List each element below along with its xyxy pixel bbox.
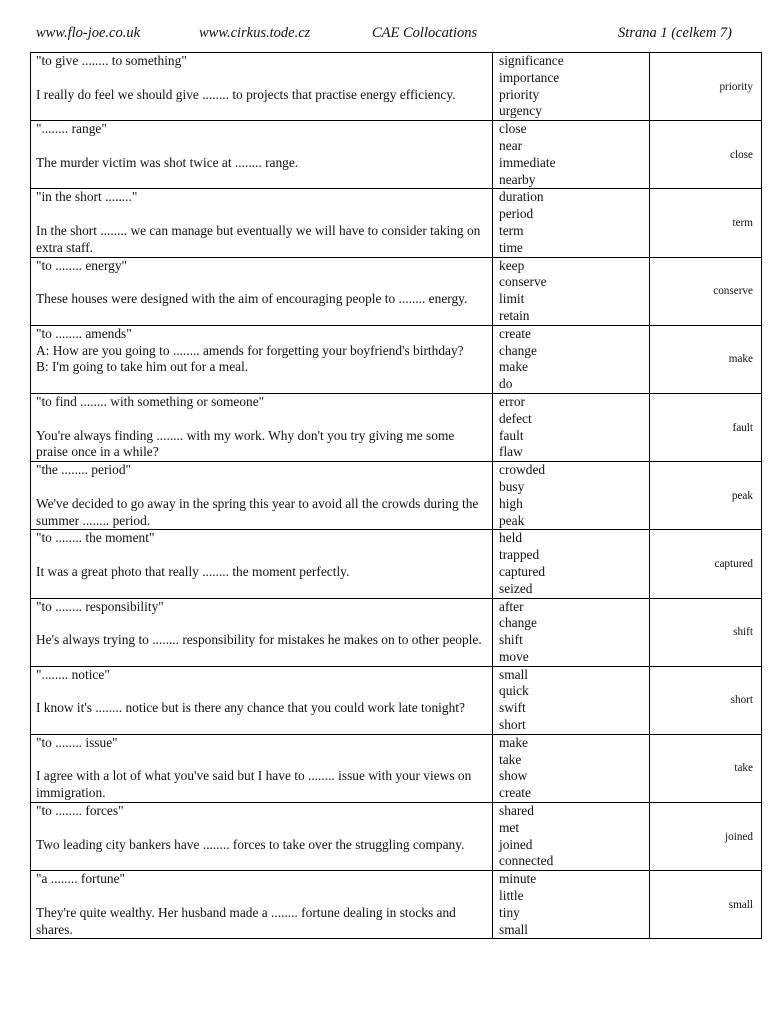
options-cell [493, 189, 650, 257]
option-item: fault [499, 427, 524, 443]
collocation-phrase: "a ........ fortune" [36, 871, 126, 887]
option-item: shared [499, 803, 534, 819]
example-sentence [36, 291, 488, 308]
option-item: quick [499, 683, 529, 699]
table-row [31, 598, 762, 666]
table-row [31, 257, 762, 325]
option-item: close [499, 121, 527, 137]
options-cell [493, 666, 650, 734]
blank-line [36, 138, 488, 155]
answer-cell: peak [650, 462, 762, 530]
example-sentence [36, 496, 488, 530]
option-item: swift [499, 700, 526, 716]
question-cell [31, 393, 493, 461]
example-sentence [36, 155, 488, 172]
option-item: importance [499, 69, 560, 85]
options-cell [493, 734, 650, 802]
collocation-phrase: "to ........ issue" [36, 734, 118, 750]
option-item: significance [499, 53, 564, 68]
blank-line [36, 615, 488, 632]
option-item: shift [499, 632, 523, 648]
option-item: create [499, 785, 531, 801]
answer-cell: captured [650, 530, 762, 598]
option-item: short [499, 717, 526, 733]
example-sentence-line: Two leading city bankers have ........ forces to take over the struggling company. [36, 836, 465, 852]
options-cell [493, 257, 650, 325]
option-item: high [499, 495, 523, 511]
example-sentence [36, 343, 488, 377]
table-row [31, 121, 762, 189]
example-sentence [36, 87, 488, 104]
option-item: flaw [499, 444, 523, 460]
blank-line [36, 479, 488, 496]
page-header [36, 25, 736, 45]
example-sentence-line: I know it's ........ notice but is there any chance that you could work late tonight? [36, 700, 465, 716]
example-sentence-line: B: I'm going to take him out for a meal. [36, 359, 249, 375]
table-row [31, 462, 762, 530]
table-row [31, 871, 762, 939]
answer-cell: small [650, 871, 762, 939]
table-row [31, 393, 762, 461]
options-cell [493, 393, 650, 461]
option-item: limit [499, 291, 525, 307]
collocations-table [30, 52, 762, 939]
collocation-phrase: "........ range" [36, 121, 107, 137]
table-row [31, 53, 762, 121]
option-item: do [499, 376, 513, 392]
example-sentence [36, 837, 488, 854]
example-sentence [36, 905, 488, 939]
question-cell [31, 257, 493, 325]
question-cell [31, 871, 493, 939]
collocation-phrase: "to ........ responsibility" [36, 598, 164, 614]
question-cell [31, 666, 493, 734]
option-item: error [499, 393, 526, 409]
option-item: priority [499, 86, 540, 102]
example-sentence-line: We've decided to go away in the spring this year to avoid all the crowds during the summer ........ period. [36, 495, 479, 528]
option-item: joined [499, 836, 533, 852]
option-item: create [499, 325, 531, 341]
option-item: little [499, 888, 524, 904]
example-sentence [36, 223, 488, 257]
header-page-number: Strana 1 (celkem 7) [618, 25, 732, 41]
table-row [31, 734, 762, 802]
options-cell [493, 53, 650, 121]
option-item: met [499, 819, 520, 835]
option-item: connected [499, 853, 554, 869]
option-item: held [499, 530, 523, 546]
option-item: keep [499, 257, 525, 273]
collocation-phrase: "to ........ the moment" [36, 530, 155, 546]
table-row [31, 803, 762, 871]
question-cell [31, 53, 493, 121]
option-item: retain [499, 307, 530, 323]
example-sentence [36, 768, 488, 802]
option-item: after [499, 598, 524, 614]
question-cell [31, 598, 493, 666]
collocation-phrase: "in the short ........" [36, 189, 138, 205]
option-item: busy [499, 478, 525, 494]
collocation-phrase: "to ........ energy" [36, 257, 128, 273]
example-sentence [36, 700, 488, 717]
example-sentence-line: It was a great photo that really ........ the moment perfectly. [36, 563, 350, 579]
example-sentence [36, 564, 488, 581]
option-item: seized [499, 580, 533, 596]
answer-cell: take [650, 734, 762, 802]
collocation-phrase: "........ notice" [36, 666, 110, 682]
collocation-phrase: "to find ........ with something or someone" [36, 393, 265, 409]
collocation-phrase: "to give ........ to something" [36, 53, 187, 68]
table-row [31, 666, 762, 734]
answer-cell: term [650, 189, 762, 257]
options-cell [493, 803, 650, 871]
example-sentence-line: In the short ........ we can manage but eventually we will have to consider taking on extra staff. [36, 222, 481, 255]
option-item: change [499, 342, 537, 358]
option-item: term [499, 222, 524, 238]
blank-line [36, 70, 488, 87]
option-item: make [499, 734, 528, 750]
option-item: small [499, 921, 529, 937]
options-cell [493, 325, 650, 393]
option-item: make [499, 359, 528, 375]
option-item: show [499, 768, 528, 784]
question-cell [31, 462, 493, 530]
collocations-table-body [31, 53, 762, 939]
example-sentence-line: I agree with a lot of what you've said but I have to ........ issue with your views on immigration. [36, 768, 472, 801]
options-cell [493, 121, 650, 189]
header-site-cirkus: www.cirkus.tode.cz [199, 25, 311, 41]
answer-cell: conserve [650, 257, 762, 325]
blank-line [36, 547, 488, 564]
option-item: small [499, 666, 529, 682]
table-row [31, 189, 762, 257]
option-item: nearby [499, 171, 536, 187]
answer-cell: make [650, 325, 762, 393]
example-sentence [36, 428, 488, 462]
option-item: near [499, 137, 523, 153]
question-cell [31, 530, 493, 598]
answer-cell: fault [650, 393, 762, 461]
question-cell [31, 189, 493, 257]
example-sentence [36, 632, 488, 649]
option-item: move [499, 648, 529, 664]
table-row [31, 325, 762, 393]
option-item: conserve [499, 274, 547, 290]
question-cell [31, 325, 493, 393]
example-sentence-line: He's always trying to ........ responsibility for mistakes he makes on to other people. [36, 632, 482, 648]
option-item: trapped [499, 547, 540, 563]
collocation-phrase: "the ........ period" [36, 462, 131, 478]
example-sentence-line: These houses were designed with the aim of encouraging people to ........ energy. [36, 291, 468, 307]
option-item: tiny [499, 904, 520, 920]
question-cell [31, 803, 493, 871]
header-site-flo-joe: www.flo-joe.co.uk [36, 25, 141, 41]
answer-cell: close [650, 121, 762, 189]
example-sentence-line: The murder victim was shot twice at ........ range. [36, 154, 299, 170]
question-cell [31, 121, 493, 189]
blank-line [36, 411, 488, 428]
option-item: duration [499, 189, 544, 205]
example-sentence-line: You're always finding ........ with my work. Why don't you try giving me some praise once in a while? [36, 427, 455, 460]
question-cell [31, 734, 493, 802]
option-item: time [499, 239, 523, 255]
options-cell [493, 462, 650, 530]
answer-cell: joined [650, 803, 762, 871]
blank-line [36, 888, 488, 905]
example-sentence-line: I really do feel we should give ........ to projects that practise energy efficiency. [36, 86, 456, 102]
option-item: captured [499, 563, 546, 579]
option-item: take [499, 751, 522, 767]
blank-line [36, 752, 488, 769]
answer-cell: priority [650, 53, 762, 121]
option-item: crowded [499, 462, 546, 478]
option-item: defect [499, 410, 532, 426]
option-item: urgency [499, 103, 542, 119]
options-cell [493, 598, 650, 666]
option-item: period [499, 206, 534, 222]
options-cell [493, 530, 650, 598]
option-item: change [499, 615, 537, 631]
options-cell [493, 871, 650, 939]
option-item: immediate [499, 154, 556, 170]
example-sentence-line: A: How are you going to ........ amends for forgetting your boyfriend's birthday? [36, 342, 464, 358]
header-title: CAE Collocations [372, 25, 478, 41]
blank-line [36, 274, 488, 291]
blank-line [36, 820, 488, 837]
option-item: minute [499, 871, 537, 887]
example-sentence-line: They're quite wealthy. Her husband made a ........ fortune dealing in stocks and shares. [36, 904, 456, 937]
answer-cell: short [650, 666, 762, 734]
collocation-phrase: "to ........ amends" [36, 325, 132, 341]
option-item: peak [499, 512, 525, 528]
blank-line [36, 206, 488, 223]
table-row [31, 530, 762, 598]
answer-cell: shift [650, 598, 762, 666]
collocation-phrase: "to ........ forces" [36, 803, 124, 819]
blank-line [36, 683, 488, 700]
